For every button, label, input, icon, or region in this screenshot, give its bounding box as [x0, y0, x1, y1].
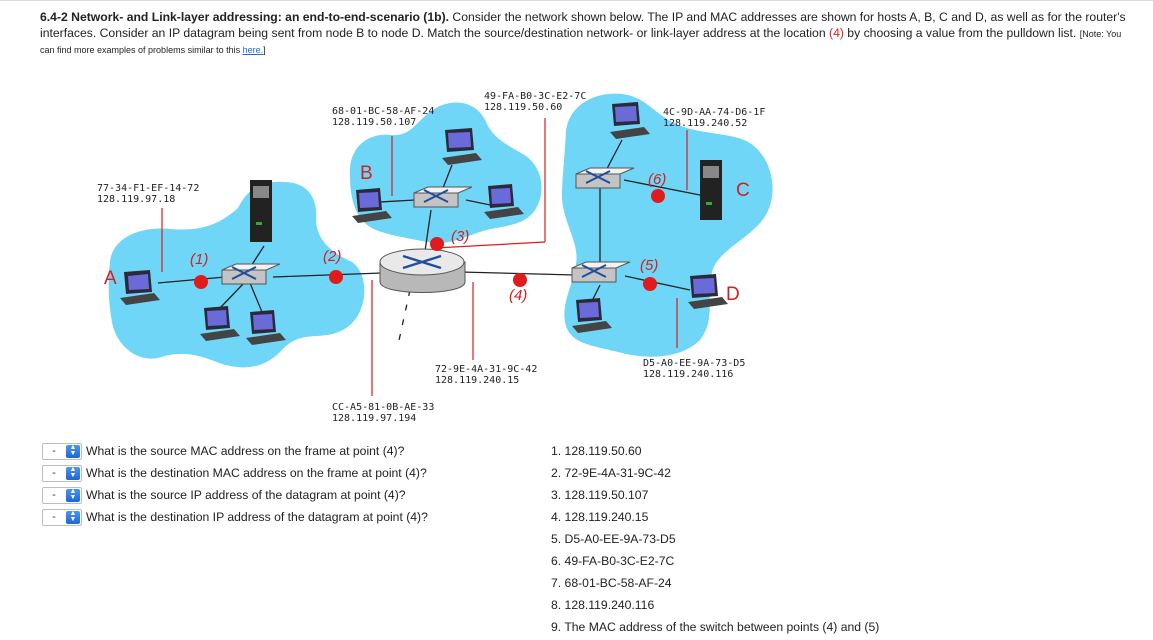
problem-body-2: by choosing a value from the pulldown list.: [843, 25, 1080, 40]
node-a-label: A: [104, 268, 117, 289]
host-a-ip: 128.119.97.18: [97, 194, 176, 205]
option-item: 6. 49-FA-B0-3C-E2-7C: [551, 554, 675, 568]
router-2-ip: 128.119.97.194: [332, 413, 417, 424]
host-a-mac: 77-34-F1-EF-14-72: [97, 183, 200, 194]
answer-select[interactable]: [42, 465, 82, 482]
node-b-label: B: [360, 163, 373, 184]
point-3-label: (3): [451, 228, 470, 245]
option-item: 7. 68-01-BC-58-AF-24: [551, 576, 672, 590]
answer-select-value: -: [52, 467, 56, 479]
location-highlight: (4): [829, 25, 844, 40]
question-row: [42, 486, 406, 504]
answer-select[interactable]: [42, 509, 82, 526]
question-text: What is the destination MAC address on the frame at point (4)?: [86, 466, 427, 480]
option-item: 2. 72-9E-4A-31-9C-42: [551, 466, 671, 480]
option-item: 1. 128.119.50.60: [551, 444, 642, 458]
router-2-mac: CC-A5-81-0B-AE-33: [332, 402, 435, 413]
router-icon: [380, 249, 465, 293]
answer-select-value: -: [52, 511, 56, 523]
select-arrows-icon: ▲ ▼: [66, 467, 80, 480]
server-c-icon: [700, 160, 722, 220]
host-d-ip: 128.119.240.116: [643, 369, 734, 380]
question-text: What is the source MAC address on the frame at point (4)?: [86, 444, 405, 458]
answer-select[interactable]: [42, 487, 82, 504]
point-6-marker: [651, 189, 665, 203]
select-arrows-icon: ▲ ▼: [66, 511, 80, 524]
answer-select[interactable]: [42, 443, 82, 460]
answer-select-value: -: [52, 489, 56, 501]
host-b-mac: 68-01-BC-58-AF-24: [332, 106, 435, 117]
option-item: 3. 128.119.50.107: [551, 488, 649, 502]
question-row: [42, 442, 404, 460]
router-3-mac: 49-FA-B0-3C-E2-7C: [484, 91, 587, 102]
answer-select-value: -: [52, 445, 56, 457]
option-item: 8. 128.119.240.116: [551, 598, 655, 612]
question-text: What is the source IP address of the datagram at point (4)?: [86, 488, 406, 502]
select-arrows-icon: ▲ ▼: [66, 489, 80, 502]
select-arrows-icon: ▲ ▼: [66, 445, 80, 458]
point-4-marker: [513, 273, 527, 287]
option-item: 9. The MAC address of the switch between points (4) and (5): [551, 620, 880, 634]
point-5-label: (5): [640, 257, 659, 274]
router-4-ip: 128.119.240.15: [435, 375, 520, 386]
point-2-marker: [329, 270, 343, 284]
router-3-ip: 128.119.50.60: [484, 102, 563, 113]
problem-body-1: Consider the network shown below. The IP and MAC addresses are shown for hosts A, B, C and D, as well as for the router's interfaces. Consider an IP datagram being sent from node B to node D. Match the source/destination network- or link-layer address at the location: [40, 10, 1126, 40]
examples-link[interactable]: here.: [242, 45, 264, 56]
question-row: [42, 464, 427, 482]
question-row: [42, 508, 428, 526]
point-1-marker: [194, 275, 208, 289]
node-d-label: D: [726, 284, 740, 305]
question-text: What is the destination IP address of the datagram at point (4)?: [86, 510, 428, 524]
node-c-label: C: [736, 180, 750, 201]
point-4-label: (4): [509, 287, 528, 304]
router-4-mac: 72-9E-4A-31-9C-42: [435, 364, 538, 375]
point-1-label: (1): [190, 251, 209, 268]
point-5-marker: [643, 277, 657, 291]
host-d-mac: D5-A0-EE-9A-73-D5: [643, 358, 746, 369]
problem-title: 6.4-2 Network- and Link-layer addressing: an end-to-end-scenario (1b).: [40, 10, 450, 24]
point-3-marker: [430, 237, 444, 251]
point-2-label: (2): [323, 248, 342, 265]
host-b-ip: 128.119.50.107: [332, 117, 417, 128]
note-suffix: ]: [263, 45, 266, 56]
option-item: 5. D5-A0-EE-9A-73-D5: [551, 532, 676, 546]
server-left-icon: [250, 180, 272, 242]
host-c-ip: 128.119.240.52: [663, 118, 748, 129]
option-item: 4. 128.119.240.15: [551, 510, 649, 524]
note-prefix: [Note: You can find more examples of problems similar to this: [40, 28, 1122, 56]
point-6-label: (6): [648, 171, 667, 188]
host-c-mac: 4C-9D-AA-74-D6-1F: [663, 107, 766, 118]
host-d-icon: [688, 274, 728, 309]
